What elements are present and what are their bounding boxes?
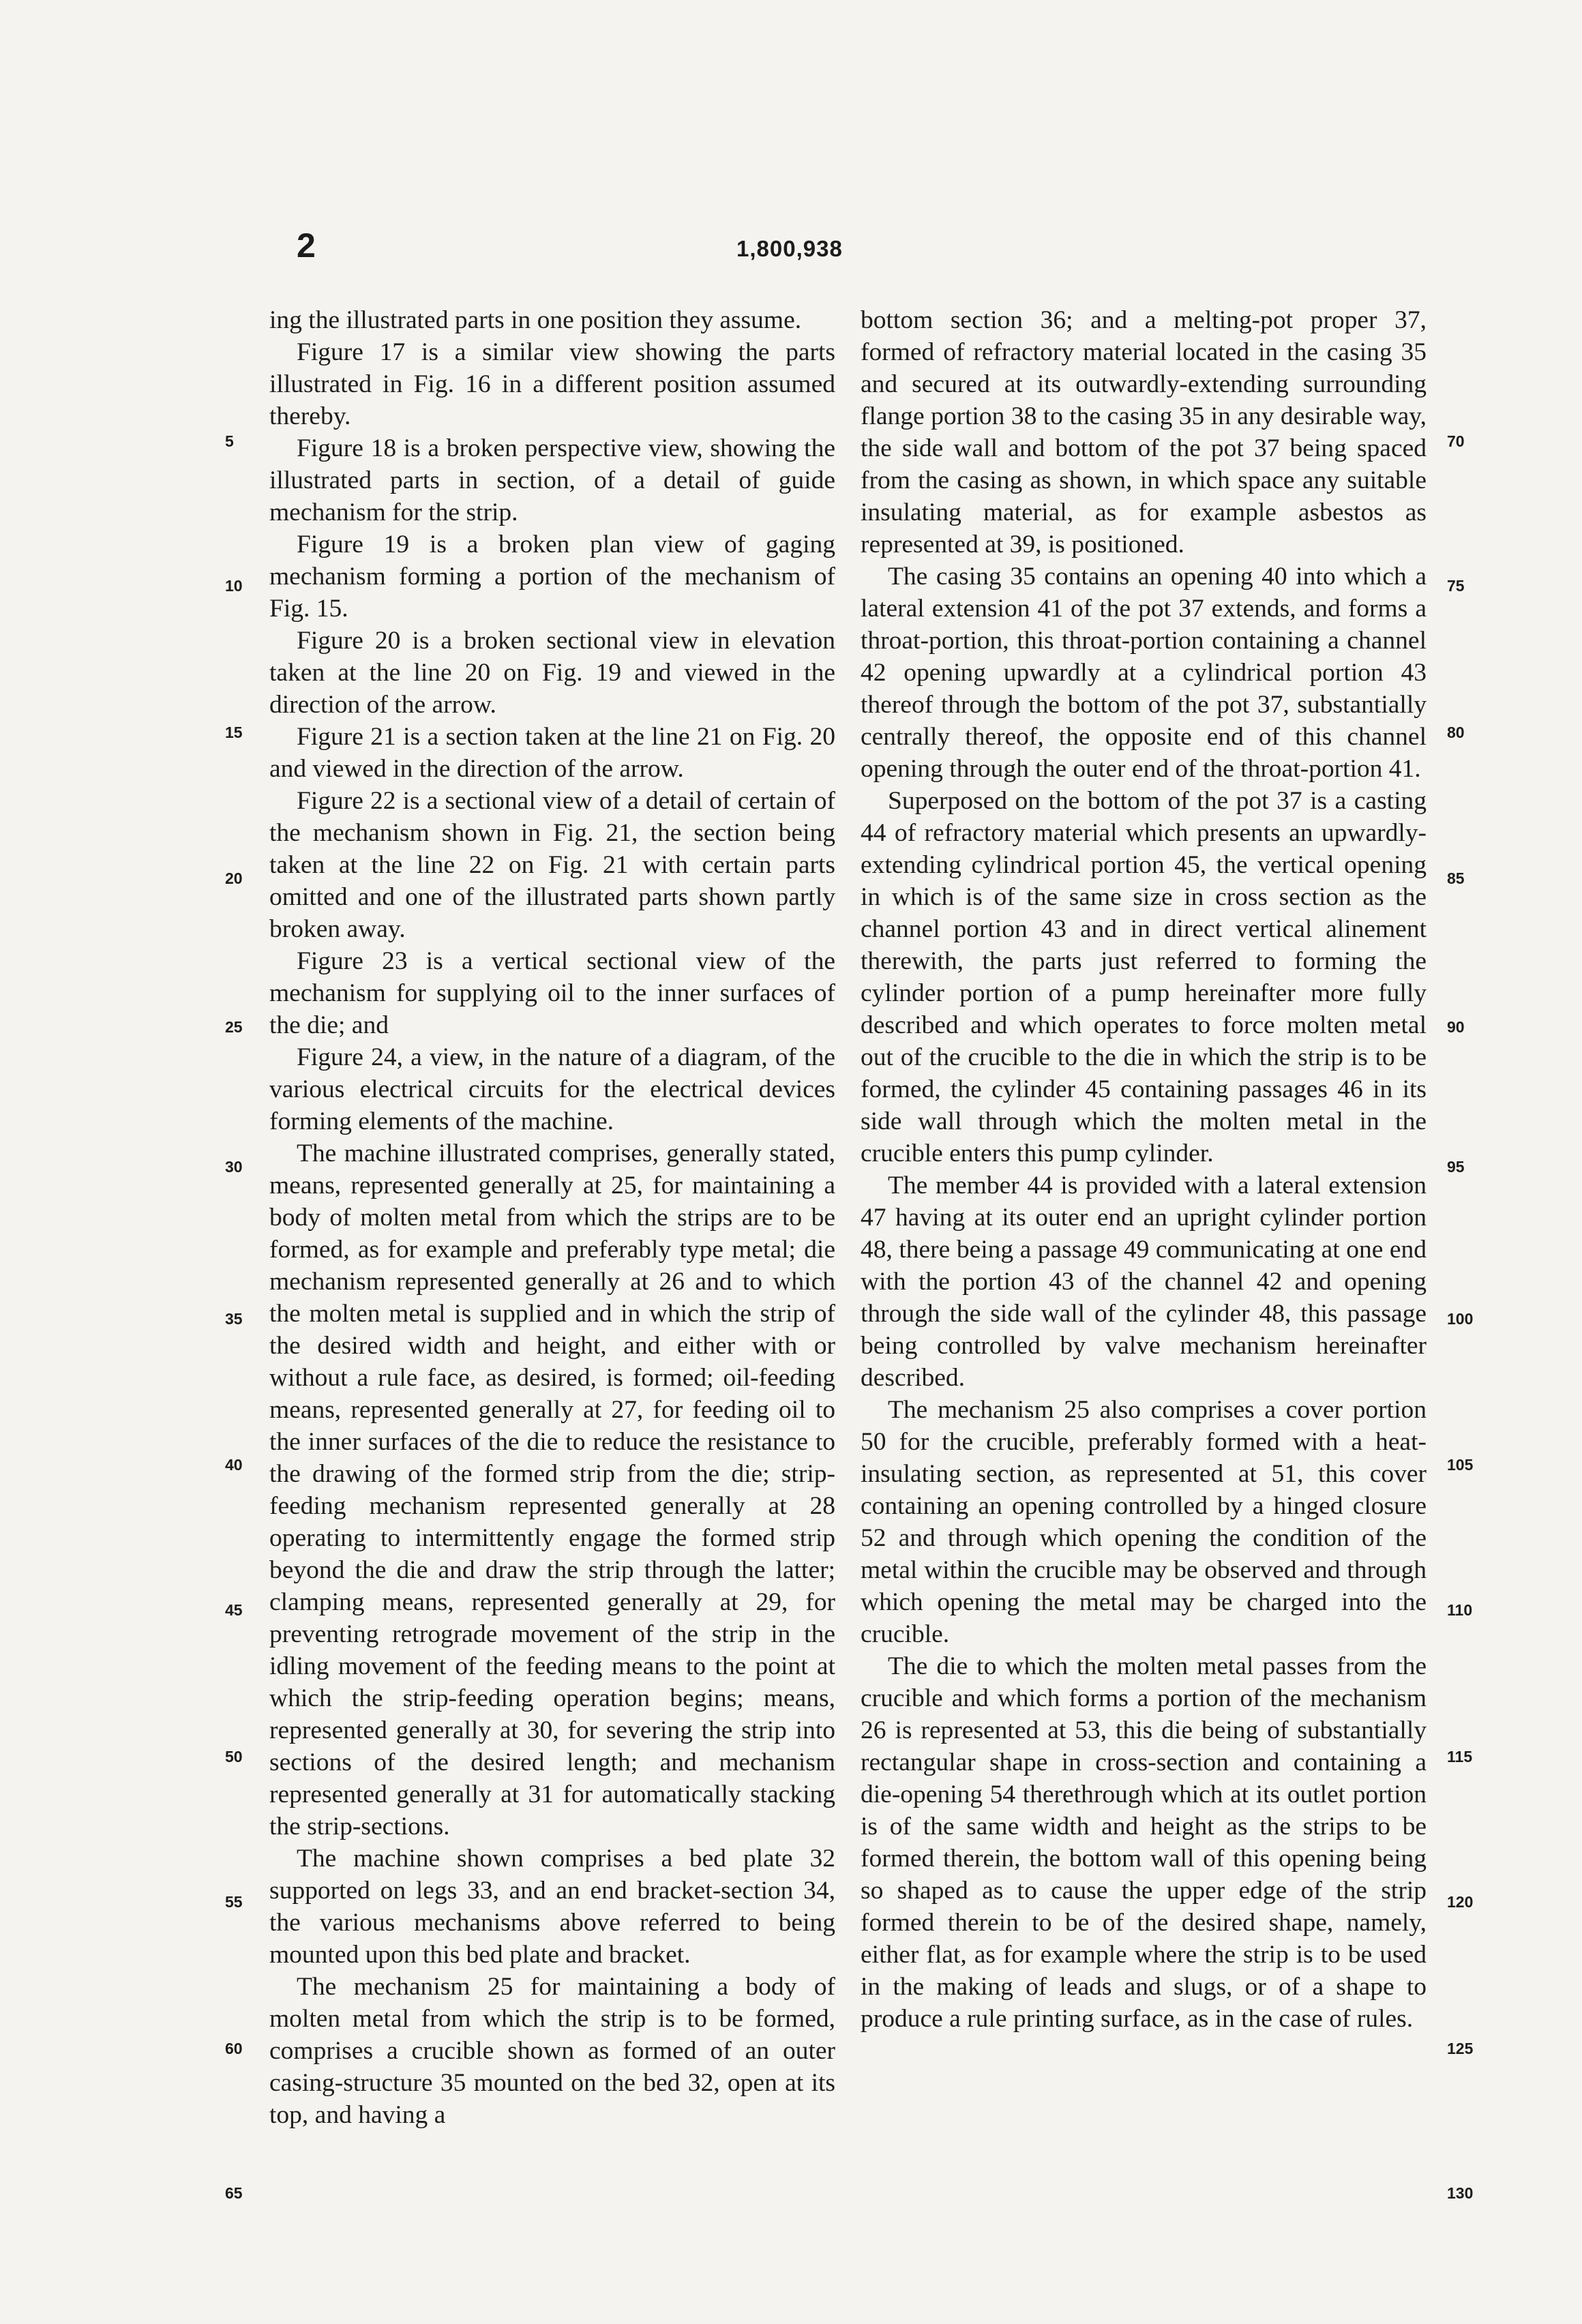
paragraph: ing the illustrated parts in one position they assume. [269, 306, 802, 334]
paragraph: The die to which the molten metal passes from the crucible and which forms a portion of the mechanism 26 is represented at 53, this die being of substantially rectangular shape in cross-section and containing a die-opening 54 therethrough which at its outlet portion is of the same width and height as the strips to be formed therein, the bottom wall of this opening being so shaped as to cause the upper edge of the strip formed therein to be of the desired shape, namely, either flat, as for example where the strip is to be used in the making of leads and slugs, or of a shape to produce a rule printing surface, as in the case of rules. [861, 1652, 1427, 2033]
paragraph: The machine illustrated comprises, generally stated, means, represented generally at 25, for maintaining a body of molten metal from which the strips are to be formed, as for example and preferably type metal; die mechanism represented generally at 26 and to which the molten metal is supplied and in which the strip of the desired width and height, and either with or without a rule face, as desired, is formed; oil-feeding means, represented generally at 27, for feeding oil to the inner surfaces of the die to reduce the resistance to the drawing of the formed strip from the die; strip-feeding mechanism represented generally at 28 operating to intermittently engage the formed strip beyond the die and draw the strip through the latter; clamping means, represented generally at 29, for preventing retrograde movement of the strip in the idling movement of the feeding means to the point at which the strip-feeding operation begins; means, represented generally at 30, for severing the strip into sections of the desired length; and mechanism represented generally at 31 for automatically stacking the strip-sections. [269, 1139, 835, 1841]
line-number: 85 [1447, 869, 1465, 887]
paragraph: The casing 35 contains an opening 40 into which a lateral extension 41 of the pot 37 extends, and forms a throat-portion, this throat-portion containing a channel 42 opening upwardly at a cylindrical portion 43 thereof through the bottom of the pot 37, substantially centrally thereof, the opposite end of this channel opening through the outer end of the throat-portion 41. [861, 563, 1427, 783]
paragraph: Superposed on the bottom of the pot 37 is a casting 44 of refractory material which presents an upwardly-extending cylindrical portion 45, the vertical opening in which is of the same size in cross section as the channel portion 43 and in direct vertical alinement therewith, the parts just referred to forming the cylinder portion of a pump hereinafter more fully described and which operates to force molten metal out of the crucible to the die in which the strip is to be formed, the cylinder 45 containing passages 46 in its side wall through which the molten metal in the crucible enters this pump cylinder. [861, 787, 1427, 1167]
paragraph: The mechanism 25 also comprises a cover portion 50 for the crucible, preferably formed with a heat-insulating section, as represented at 51, this cover containing an opening controlled by a hinged closure 52 and through which opening the condition of the metal within the crucible may be observed and through which opening the metal may be charged into the crucible. [861, 1396, 1427, 1648]
paragraph: Figure 23 is a vertical sectional view of the mechanism for supplying oil to the inner surfaces of the die; and [269, 947, 835, 1039]
line-number: 115 [1447, 1748, 1473, 1766]
paragraph: Figure 24, a view, in the nature of a diagram, of the various electrical circuits for the electrical devices forming elements of the machine. [269, 1043, 835, 1135]
line-number: 25 [225, 1018, 243, 1036]
line-number: 90 [1447, 1018, 1465, 1036]
paragraph: Figure 21 is a section taken at the line 21 on Fig. 20 and viewed in the direction of the arrow. [269, 723, 835, 783]
line-number: 70 [1447, 432, 1465, 450]
paragraph: The member 44 is provided with a lateral extension 47 having at its outer end an upright cylinder portion 48, there being a passage 49 communicating at one end with the portion 43 of the channel 42 and opening through the side wall of the cylinder 48, this passage being controlled by valve mechanism hereinafter described. [861, 1172, 1427, 1392]
line-number: 35 [225, 1310, 243, 1328]
line-number: 60 [225, 2040, 243, 2057]
patent-number: 1,800,938 [736, 236, 843, 261]
paragraph: Figure 17 is a similar view showing the parts illustrated in Fig. 16 in a different position assumed thereby. [269, 338, 835, 430]
paragraph: The machine shown comprises a bed plate 32 supported on legs 33, and an end bracket-section 34, the various mechanisms above referred to being mounted upon this bed plate and bracket. [269, 1845, 835, 1969]
page-number: 2 [297, 226, 316, 265]
line-number: 110 [1447, 1601, 1473, 1619]
paragraph: The mechanism 25 for maintaining a body of molten metal from which the strip is to be formed, comprises a crucible shown as formed of an outer casing-structure 35 mounted on the bed 32, open at its top, and having a [269, 1973, 835, 2129]
paragraph: bottom section 36; and a melting-pot proper 37, formed of refractory material located in the casing 35 and secured at its outwardly-extending surrounding flange portion 38 to the casing 35 in any desirable way, the side wall and bottom of the pot 37 being spaced from the casing as shown, in which space any suitable insulating material, as for example asbestos as represented at 39, is positioned. [861, 306, 1427, 558]
paragraph: Figure 18 is a broken perspective view, showing the illustrated parts in section, of a detail of guide mechanism for the strip. [269, 434, 835, 526]
line-number: 45 [225, 1601, 243, 1619]
line-number: 105 [1447, 1456, 1474, 1474]
line-number: 95 [1447, 1158, 1465, 1176]
paragraph: Figure 20 is a broken sectional view in elevation taken at the line 20 on Fig. 19 and viewed in the direction of the arrow. [269, 627, 835, 719]
line-number: 30 [225, 1158, 243, 1176]
line-number: 80 [1447, 724, 1465, 741]
left-text-column [269, 304, 835, 2254]
line-number: 120 [1447, 1893, 1474, 1911]
line-number: 75 [1447, 577, 1465, 595]
line-number: 50 [225, 1748, 243, 1766]
line-number: 40 [225, 1456, 243, 1474]
paragraph: Figure 22 is a sectional view of a detail of certain of the mechanism shown in Fig. 21, the section being taken at the line 22 on Fig. 21 with certain parts omitted and one of the illustrated parts shown partly broken away. [269, 787, 835, 943]
line-number: 15 [225, 724, 243, 741]
line-number: 5 [225, 432, 234, 450]
line-number: 65 [225, 2184, 243, 2202]
line-number: 130 [1447, 2184, 1474, 2202]
line-number: 10 [225, 577, 243, 595]
right-text-column [861, 304, 1427, 2254]
line-number: 125 [1447, 2040, 1474, 2057]
line-number: 100 [1447, 1310, 1474, 1328]
paragraph: Figure 19 is a broken plan view of gaging mechanism forming a portion of the mechanism of Fig. 15. [269, 531, 835, 623]
line-number: 20 [225, 869, 243, 887]
line-number: 55 [225, 1893, 243, 1911]
